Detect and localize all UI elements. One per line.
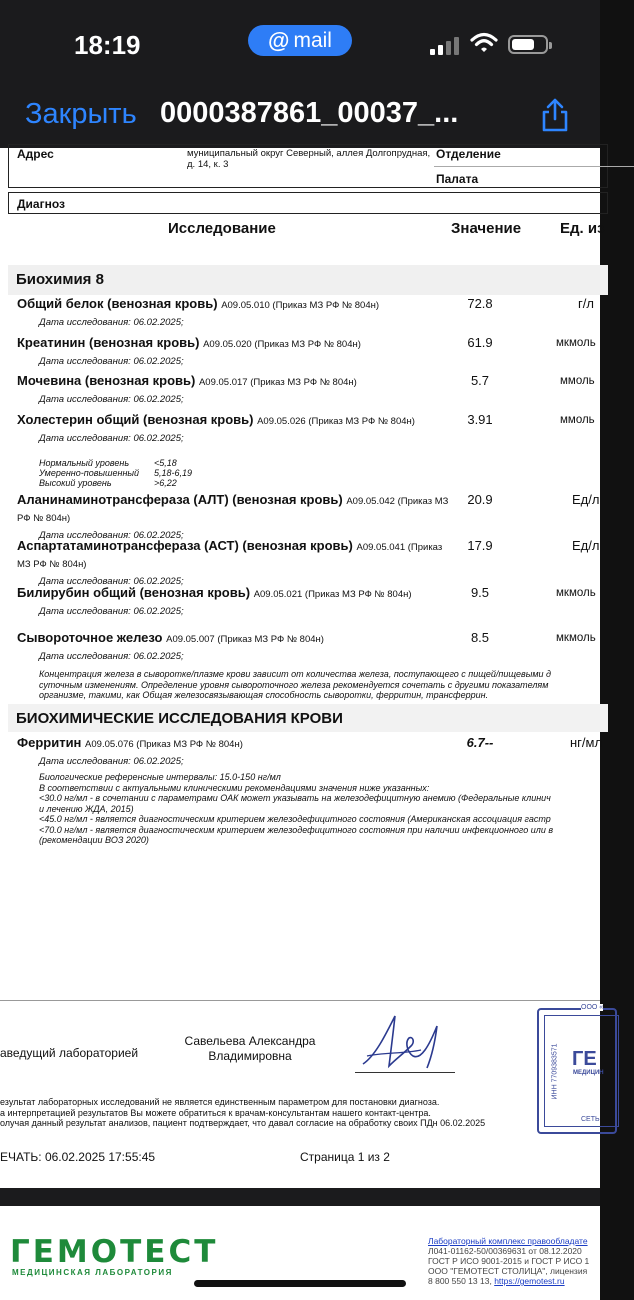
test-code: A09.05.021 (Приказ МЗ РФ № 804н) xyxy=(253,589,412,600)
test-date: Дата исследования: 06.02.2025; xyxy=(39,756,184,767)
test-unit: мкмоль xyxy=(556,337,596,349)
test-row xyxy=(17,296,457,328)
department-label: Отделение xyxy=(436,147,501,161)
logo-subtitle: МЕДИЦИНСКАЯ ЛАБОРАТОРИЯ xyxy=(12,1268,173,1277)
test-date: Дата исследования: 06.02.2025; xyxy=(39,651,184,662)
test-value: 72.8 xyxy=(467,296,493,311)
test-date: Дата исследования: 06.02.2025; xyxy=(39,433,184,444)
test-row xyxy=(17,412,457,444)
page-number: Страница 1 из 2 xyxy=(300,1150,390,1164)
patient-header xyxy=(8,144,608,188)
status-time: 18:19 xyxy=(74,30,141,60)
test-value: 9.5 xyxy=(470,585,490,600)
test-name: Билирубин общий (венозная кровь) xyxy=(17,585,251,600)
lab-info: Лабораторный комплекс правообладате Л041-01162-50/00369631 от 08.12.2020 ГОСТ Р ИСО 9001-2015 и ГОСТ Р ИСО 1 ООО "ГЕМОТЕСТ СТОЛИЦА", лицензия 8 800 550 13 13, https://gemotest.ru xyxy=(428,1236,590,1286)
column-value: Значение xyxy=(451,220,522,237)
test-unit: мкмоль xyxy=(556,587,596,599)
test-unit: ммоль xyxy=(560,375,595,387)
top-bar xyxy=(0,0,600,148)
test-unit: г/л xyxy=(578,296,594,311)
test-name: Креатинин (венозная кровь) xyxy=(17,335,200,350)
ferritin-unit: нг/мл xyxy=(570,735,603,750)
close-button[interactable]: Закрыть xyxy=(25,98,137,130)
gemotest-logo: ГЕМОТЕСТ xyxy=(10,1234,219,1270)
test-date: Дата исследования: 06.02.2025; xyxy=(39,356,184,367)
test-value: 61.9 xyxy=(467,335,493,350)
test-row-ferritin xyxy=(17,735,457,767)
website-link[interactable]: https://gemotest.ru xyxy=(494,1276,565,1286)
ferritin-value: 6.7-- xyxy=(466,735,494,750)
section-biochemistry-8: Биохимия 8 xyxy=(8,265,608,295)
address-label: Адрес xyxy=(17,147,54,161)
mail-app-pill[interactable] xyxy=(248,25,352,56)
test-row xyxy=(17,585,457,617)
lab-stamp: ООО « ГЕ МЕДИЦИН ИНН 7709383571 СЕТЬ xyxy=(537,1008,617,1134)
test-name: Аспартатаминотрансфераза (АСТ) (венозная кровь) xyxy=(17,538,353,553)
test-code: A09.05.076 (Приказ МЗ РФ № 804н) xyxy=(85,739,243,750)
test-value: 8.5 xyxy=(470,630,490,645)
test-date: Дата исследования: 06.02.2025; xyxy=(39,576,184,587)
lab-info-link[interactable]: Лабораторный комплекс правообладате xyxy=(428,1236,588,1246)
test-code: A09.05.020 (Приказ МЗ РФ № 804н) xyxy=(203,339,361,350)
test-code: A09.05.026 (Приказ МЗ РФ № 804н) xyxy=(257,416,415,427)
mail-pill-label: mail xyxy=(293,28,332,52)
test-code: A09.05.017 (Приказ МЗ РФ № 804н) xyxy=(198,377,357,388)
test-row xyxy=(17,538,457,587)
test-row xyxy=(17,373,457,405)
page-gap xyxy=(0,1188,600,1206)
test-unit: ммоль xyxy=(560,414,595,426)
share-icon[interactable] xyxy=(540,98,570,132)
header-divider xyxy=(434,166,634,167)
test-value: 3.91 xyxy=(467,412,493,427)
test-unit: Ед/л xyxy=(572,538,600,553)
diagnosis-label: Диагноз xyxy=(17,197,65,211)
iron-note: Концентрация железа в сыворотке/плазме крови зависит от количества железа, поступающего с пищей/пищевыми д суточным изменениям. Определение уровня сывороточного железа рекомендуется сочетать с другими показателям организме, такими, как Общая железосвязывающая способность сыворотки, ферритин, трансферрин. xyxy=(39,669,552,700)
diagnosis-row xyxy=(8,192,608,214)
column-unit: Ед. из xyxy=(560,220,605,237)
signal-icon xyxy=(430,36,460,56)
signer-role: аведущий лабораторией xyxy=(0,1046,139,1060)
test-name: Аланинаминотрансфераза (АЛТ) (венозная кровь) xyxy=(17,492,343,507)
test-value: 20.9 xyxy=(467,492,493,507)
test-date: Дата исследования: 06.02.2025; xyxy=(39,317,184,328)
test-row xyxy=(17,492,457,541)
test-name: Мочевина (венозная кровь) xyxy=(17,373,196,388)
test-date: Дата исследования: 06.02.2025; xyxy=(39,530,184,541)
section-blood-biochemistry: БИОХИМИЧЕСКИЕ ИССЛЕДОВАНИЯ КРОВИ xyxy=(8,704,608,732)
document-page[interactable] xyxy=(0,147,605,1188)
wifi-icon xyxy=(470,32,498,54)
signature-line xyxy=(355,1072,455,1073)
test-code: A09.05.041 (Приказ МЗ РФ № 804н) xyxy=(17,542,443,570)
address-value: муниципальный округ Северный, аллея Долгопрудная, д. 14, к. 3 xyxy=(187,148,431,170)
test-name: Ферритин xyxy=(17,735,82,750)
signature-image xyxy=(355,1006,455,1076)
home-indicator[interactable] xyxy=(194,1280,406,1287)
test-date: Дата исследования: 06.02.2025; xyxy=(39,394,184,405)
ward-label: Палата xyxy=(436,172,479,186)
column-study: Исследование xyxy=(168,220,276,237)
test-name: Общий белок (венозная кровь) xyxy=(17,296,218,311)
test-value: 17.9 xyxy=(467,538,493,553)
test-code: A09.05.042 (Приказ МЗ РФ № 804н) xyxy=(17,496,449,524)
battery-icon xyxy=(508,35,548,54)
cholesterol-reference-ranges: Нормальный уровень <5,18 Умеренно-повышенный 5,18-6,19 Высокий уровень >6,22 xyxy=(39,458,193,488)
signer-name: Савельева Александра Владимировна xyxy=(184,1034,316,1063)
print-date: ЕЧАТЬ: 06.02.2025 17:55:45 xyxy=(0,1150,156,1164)
ferritin-note: Биологические референсные интервалы: 15.0-150 нг/мл В соответствии с актуальными клиническими рекомендациями значения ниже указанных: <30.0 нг/мл - в сочетании с параметрами ОАК может указывать на железодефицитную анемию (Федеральные клинич и лечению ЖДА, 2015) <45.0 нг/мл - является диагностическим критерием железодефицитного состояния (Американская ассоциация гастр <70.0 нг/мл - является диагностическим критерием железодефицитного состояния при наличии инфекционного или в (рекомендации ВОЗ 2020) xyxy=(39,772,554,845)
test-unit: Ед/л xyxy=(572,492,600,507)
at-icon: @ xyxy=(268,27,290,53)
disclaimer: езультат лабораторных исследований не является единственным параметром для постановки диагноза. а интерпретацией результатов Вы можете обратиться к врачам-консультантам нашего контакт-центра. олучая данный результат анализов, пациент подтверждает, что давал согласие на обработку своих ПДн 06.02.2025 xyxy=(0,1097,486,1128)
test-row xyxy=(17,335,457,367)
test-value: 5.7 xyxy=(470,373,490,388)
test-code: A09.05.007 (Приказ МЗ РФ № 804н) xyxy=(166,634,324,645)
test-row xyxy=(17,630,457,662)
test-date: Дата исследования: 06.02.2025; xyxy=(39,606,184,617)
document-title: 0000387861_00037_... xyxy=(160,97,459,129)
test-name: Холестерин общий (венозная кровь) xyxy=(17,412,254,427)
test-unit: мкмоль xyxy=(556,632,596,644)
test-code: A09.05.010 (Приказ МЗ РФ № 804н) xyxy=(221,300,380,311)
test-name: Сывороточное железо xyxy=(17,630,163,645)
footer-divider xyxy=(0,1000,600,1001)
